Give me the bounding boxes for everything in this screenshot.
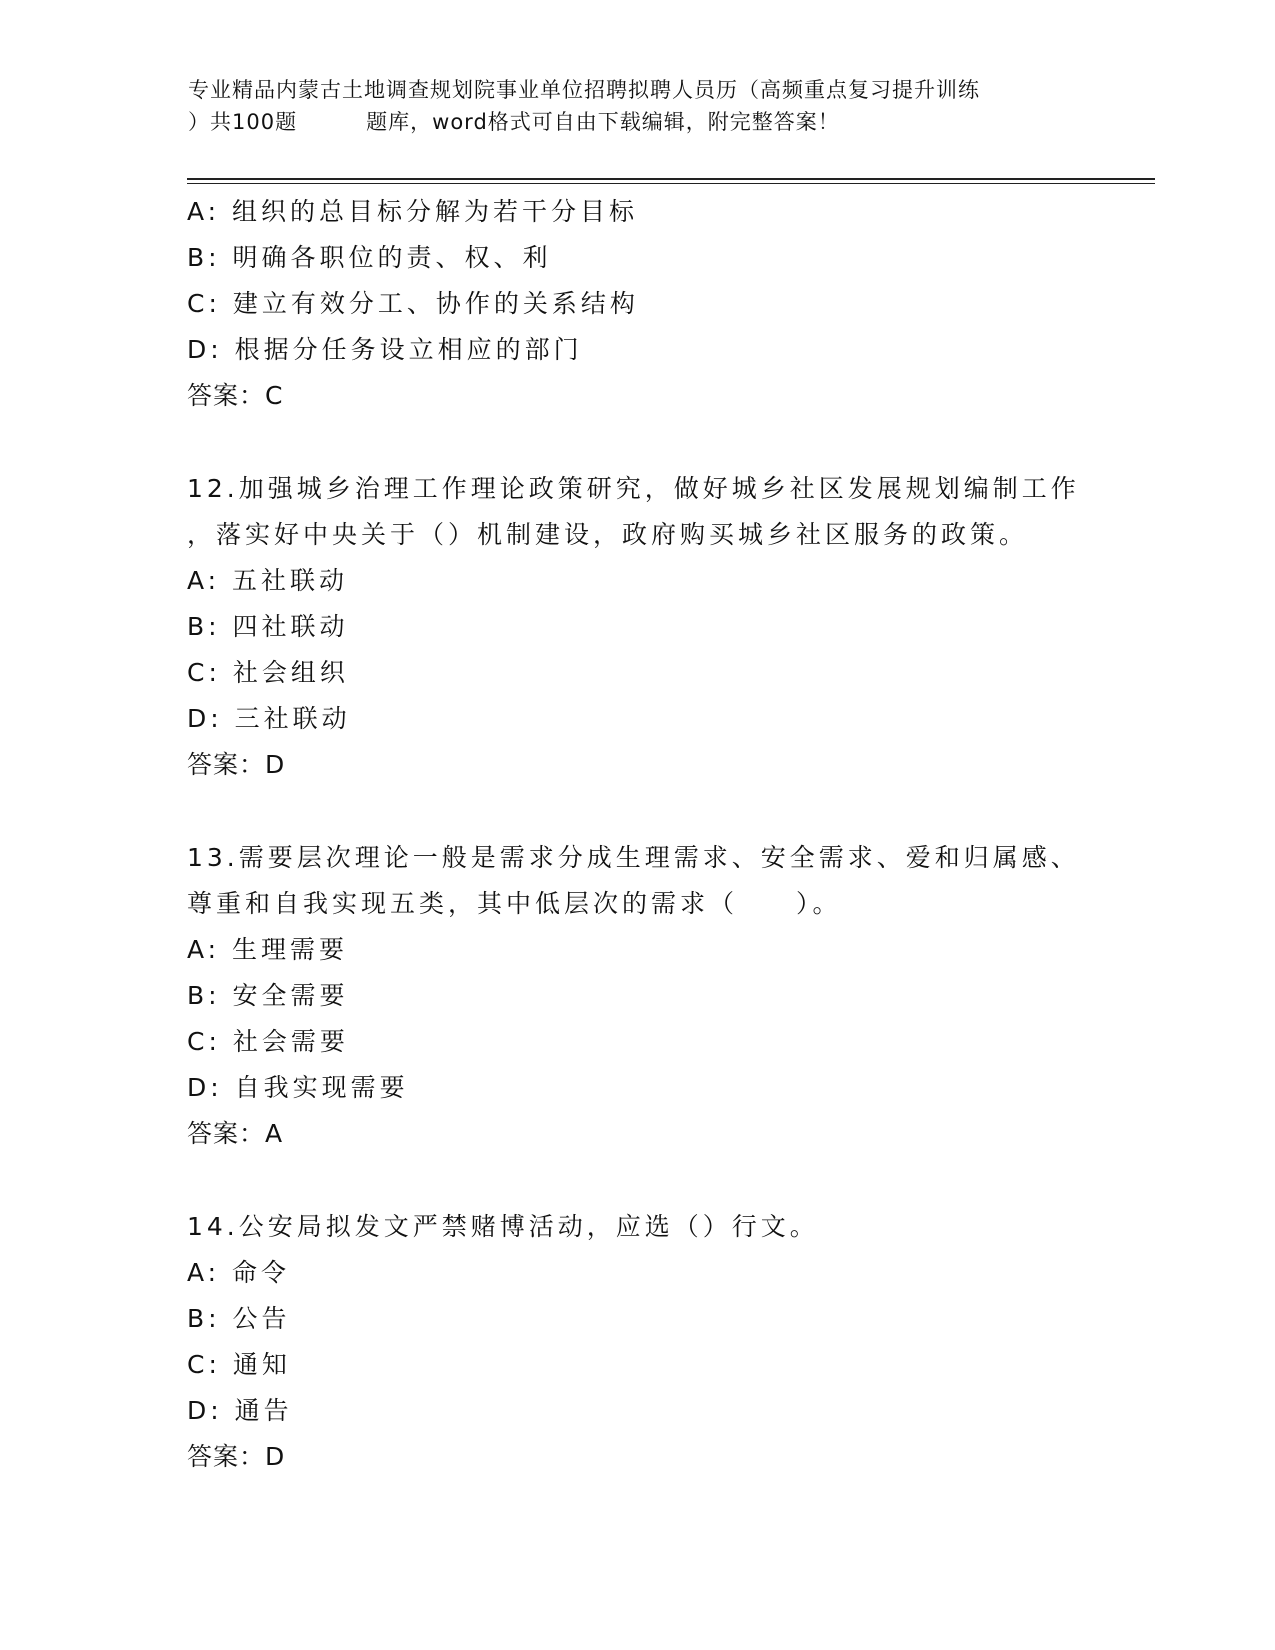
- option-d: D: 通告: [187, 1396, 293, 1425]
- question-14: [187, 1204, 1087, 1480]
- document-header: [188, 74, 1088, 138]
- question-13: [187, 835, 1087, 1157]
- option-a: A: 生理需要: [187, 935, 349, 964]
- option-d: D: 自我实现需要: [187, 1073, 409, 1102]
- option-c: C: 建立有效分工、协作的关系结构: [187, 289, 639, 318]
- option-a: A: 命令: [187, 1258, 291, 1287]
- option-b: B: 安全需要: [187, 981, 349, 1010]
- option-c: C: 通知: [187, 1350, 291, 1379]
- answer: 答案：A: [187, 1119, 284, 1148]
- question-stem-line-1: 14.公安局拟发文严禁赌博活动，应选（）行文。: [187, 1212, 819, 1241]
- answer: 答案：D: [187, 1442, 286, 1471]
- option-a: A: 组织的总目标分解为若干分目标: [187, 197, 639, 226]
- question-stem-line-1: 12.加强城乡治理工作理论政策研究，做好城乡社区发展规划编制工作: [187, 474, 1080, 503]
- option-a: A: 五社联动: [187, 566, 349, 595]
- question-list: [187, 189, 1087, 1480]
- option-b: B: 明确各职位的责、权、利: [187, 243, 552, 272]
- header-rule-thin: [187, 183, 1155, 184]
- answer: 答案：C: [187, 381, 284, 410]
- header-line-2: ）共100题 题库，word格式可自由下载编辑，附完整答案！: [188, 110, 840, 134]
- option-c: C: 社会需要: [187, 1027, 349, 1056]
- question-stem-line-1: 13.需要层次理论一般是需求分成生理需求、安全需求、爱和归属感、: [187, 843, 1080, 872]
- question-12: [187, 466, 1087, 788]
- header-rule-thick: [187, 178, 1155, 180]
- option-b: B: 四社联动: [187, 612, 349, 641]
- answer: 答案：D: [187, 750, 286, 779]
- option-d: D: 根据分任务设立相应的部门: [187, 335, 583, 364]
- question-stem-line-2: 尊重和自我实现五类，其中低层次的需求（ ）。: [187, 889, 842, 918]
- option-d: D: 三社联动: [187, 704, 351, 733]
- question-11: [187, 189, 1087, 419]
- option-b: B: 公告: [187, 1304, 291, 1333]
- question-stem-line-2: ，落实好中央关于（）机制建设，政府购买城乡社区服务的政策。: [187, 520, 1029, 549]
- header-line-1: 专业精品内蒙古土地调查规划院事业单位招聘拟聘人员历（高频重点复习提升训练: [188, 78, 980, 102]
- option-c: C: 社会组织: [187, 658, 349, 687]
